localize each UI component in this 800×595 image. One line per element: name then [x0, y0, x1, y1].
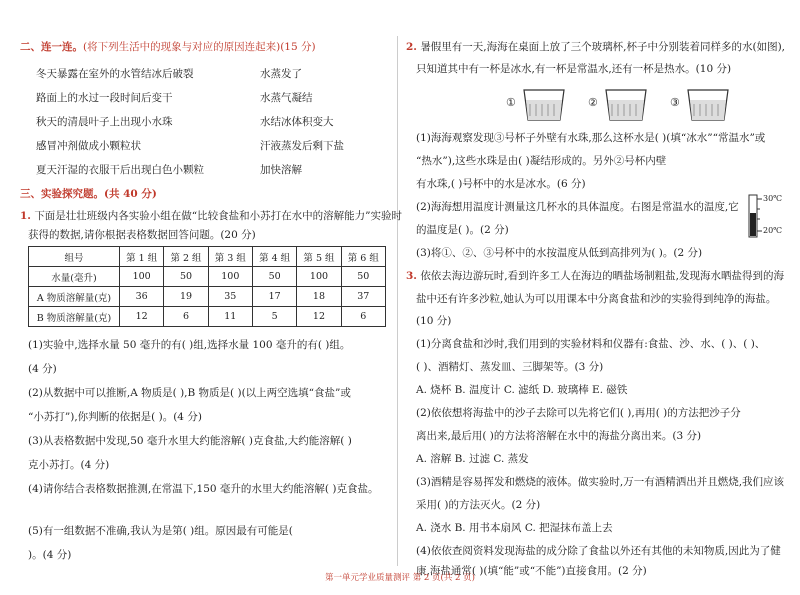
- q3-sub1-options: A. 烧杯 B. 温度计 C. 滤纸 D. 玻璃棒 E. 磁铁: [416, 384, 628, 396]
- table-cell: 100: [297, 267, 341, 287]
- table-header-row: [29, 247, 386, 267]
- q1-sub4[interactable]: (4)请你结合表格数据推测,在常温下,150 毫升的水里大约能溶解( )克食盐。: [28, 483, 379, 495]
- q3-sub1[interactable]: (1)分离食盐和沙时,我们用到的实验材料和仪器有:食盐、沙、水、( )、( )、: [416, 338, 766, 350]
- q3-sub4: (4)依依查阅资料发现海盐的成分除了食盐以外还有其他的未知物质,因此为了健: [416, 545, 781, 557]
- table-cell: 第 1 组: [120, 247, 164, 267]
- cups-figure: [506, 88, 746, 124]
- cause-3[interactable]: 水结冰体积变大: [260, 116, 334, 128]
- section-2-title: [20, 39, 316, 54]
- q2-number: 2.: [406, 41, 417, 53]
- q1-number: 1.: [20, 210, 31, 222]
- q1-sub2-cont[interactable]: “小苏打”),你判断的依据是( )。(4 分): [28, 411, 202, 423]
- q1-sub2[interactable]: (2)从数据中可以推断,A 物质是( ),B 物质是( )(以上两空选填“食盐”或: [28, 387, 351, 399]
- table-cell: 11: [208, 307, 252, 327]
- q2-sub1[interactable]: (1)海海观察发现③号杯子外壁有水珠,那么这杯水是( )(填“冰水”“常温水”或: [416, 132, 766, 144]
- q2-sub2-cont[interactable]: 的温度是( )。(2 分): [416, 224, 509, 236]
- table-row: [29, 307, 386, 327]
- thermo-label-30: 30℃: [763, 194, 783, 203]
- q1-sub3[interactable]: (3)从表格数据中发现,50 毫升水里大约能溶解( )克食盐,大约能溶解( ): [28, 435, 352, 447]
- table-cell: 5: [252, 307, 296, 327]
- table-cell: 第 5 组: [297, 247, 341, 267]
- table-cell: 50: [252, 267, 296, 287]
- cup-1-label: ①: [506, 96, 516, 109]
- q2-intro-line-1: [406, 39, 785, 54]
- page-footer: 第一单元学业质量测评 第 2 页(共 2 页): [325, 573, 475, 583]
- q3-sub2[interactable]: (2)依依想将海盐中的沙子去除可以先将它们( ),再用( )的方法把沙子分: [416, 407, 741, 419]
- q3-sub3: (3)酒精是容易挥发和燃烧的液体。做实验时,万一有酒精洒出并且燃烧,我们应该: [416, 476, 785, 488]
- q2-sub1-cont-2[interactable]: 有水珠,( )号杯中的水是冰水。(6 分): [416, 178, 586, 190]
- q3-intro-score: (10 分): [416, 315, 452, 327]
- q2-intro-line-2: 只知道其中有一杯是冰水,有一杯是常温水,还有一杯是热水。(10 分): [416, 63, 732, 75]
- q3-intro-line-1: [406, 268, 784, 283]
- q3-sub2-cont[interactable]: 离出来,最后用( )的方法将溶解在水中的海盐分离出来。(3 分): [416, 430, 702, 442]
- q3-sub3-cont[interactable]: 采用( )的方法灭火。(2 分): [416, 499, 541, 511]
- cause-2[interactable]: 水蒸气凝结: [260, 92, 313, 104]
- table-row: [29, 267, 386, 287]
- table-cell: 第 3 组: [208, 247, 252, 267]
- cause-5[interactable]: 加快溶解: [260, 164, 302, 176]
- table-cell: A 物质溶解量(克): [29, 287, 120, 307]
- q3-sub3-options: A. 浇水 B. 用书本扇风 C. 把湿抹布盖上去: [416, 522, 613, 534]
- table-cell: 36: [120, 287, 164, 307]
- q1-sub1[interactable]: (1)实验中,选择水量 50 毫升的有( )组,选择水量 100 毫升的有( )组。: [28, 339, 351, 351]
- table-cell: 第 6 组: [341, 247, 385, 267]
- q2-sub1-cont[interactable]: “热水”),这些水珠是由( )凝结形成的。另外②号杯内壁: [416, 155, 667, 167]
- q1-text-1: 下面是壮壮班级内各实验小组在做“比较食盐和小苏打在水中的溶解能力”实验时: [34, 210, 403, 222]
- table-cell: 水量(毫升): [29, 267, 120, 287]
- q1-sub3-cont: 克小苏打。(4 分): [28, 459, 110, 471]
- q2-sub3[interactable]: (3)将①、②、③号杯中的水按温度从低到高排列为( )。(2 分): [416, 247, 703, 259]
- q3-sub1-cont[interactable]: ( )、酒精灯、蒸发皿、三脚架等。(3 分): [416, 361, 604, 373]
- q1-sub5-cont[interactable]: )。(4 分): [28, 549, 72, 561]
- q1-intro-line-1: [20, 208, 402, 223]
- q3-number: 3.: [406, 270, 417, 282]
- table-cell: 12: [120, 307, 164, 327]
- column-divider: [397, 36, 398, 566]
- table-cell: 12: [297, 307, 341, 327]
- q3-sub2-options: A. 溶解 B. 过滤 C. 蒸发: [416, 453, 529, 465]
- glass-cup-icon: [686, 88, 730, 122]
- table-cell: 50: [164, 267, 208, 287]
- table-cell: 17: [252, 287, 296, 307]
- table-cell: 100: [208, 267, 252, 287]
- table-cell: 50: [341, 267, 385, 287]
- table-cell: 18: [297, 287, 341, 307]
- cup-3-label: ③: [670, 96, 680, 109]
- section-3-title: 三、实验探究题。(共 40 分): [20, 188, 157, 200]
- table-row: [29, 287, 386, 307]
- table-cell: 19: [164, 287, 208, 307]
- section-2-note: (将下列生活中的现象与对应的原因连起来)(15 分): [83, 41, 316, 53]
- cause-1[interactable]: 水蒸发了: [260, 68, 302, 80]
- section-2-heading: 二、连一连。: [20, 41, 83, 53]
- solubility-table: [28, 246, 386, 327]
- table-cell: 35: [208, 287, 252, 307]
- phenomenon-4[interactable]: 感冒冲剂做成小颗粒状: [36, 140, 141, 152]
- q1-sub5[interactable]: (5)有一组数据不准确,我认为是第( )组。原因最有可能是(: [28, 525, 293, 537]
- q1-intro-line-2: 获得的数据,请你根据表格数据回答问题。(20 分): [28, 229, 256, 241]
- thermo-label-20: 20℃: [763, 226, 783, 235]
- table-cell: B 物质溶解量(克): [29, 307, 120, 327]
- table-cell: 37: [341, 287, 385, 307]
- glass-cup-icon: [522, 88, 566, 122]
- table-cell: 100: [120, 267, 164, 287]
- q1-sub1-score: (4 分): [28, 363, 57, 375]
- q3-text-1: 依依去海边游玩时,看到许多工人在海边的晒盐场制粗盐,发现海水晒盐得到的海: [420, 270, 784, 282]
- q2-text-1: 暑假里有一天,海海在桌面上放了三个玻璃杯,杯子中分别装着同样多的水(如图),: [420, 41, 786, 53]
- q2-sub2: (2)海海想用温度计测量这几杯水的具体温度。右图是常温水的温度,它: [416, 201, 739, 213]
- table-cell: 组号: [29, 247, 120, 267]
- table-cell: 第 4 组: [252, 247, 296, 267]
- q3-intro-line-2: 盐中还有许多沙粒,她认为可以用课本中分离食盐和沙的实验得到纯净的海盐。: [416, 293, 777, 305]
- glass-cup-icon: [604, 88, 648, 122]
- phenomenon-2[interactable]: 路面上的水过一段时间后变干: [36, 92, 173, 104]
- table-cell: 第 2 组: [164, 247, 208, 267]
- cause-4[interactable]: 汗液蒸发后剩下盐: [260, 140, 344, 152]
- phenomenon-3[interactable]: 秋天的清晨叶子上出现小水珠: [36, 116, 173, 128]
- cup-2-label: ②: [588, 96, 598, 109]
- phenomenon-1[interactable]: 冬天暴露在室外的水管结冰后破裂: [36, 68, 194, 80]
- table-cell: 6: [341, 307, 385, 327]
- thermometer: [747, 193, 787, 242]
- table-cell: 6: [164, 307, 208, 327]
- q3-sub4-cont[interactable]: 康,海盐通常( )(填“能”或“不能”)直接食用。(2 分): [416, 565, 647, 577]
- phenomenon-5[interactable]: 夏天汗湿的衣服干后出现白色小颗粒: [36, 164, 204, 176]
